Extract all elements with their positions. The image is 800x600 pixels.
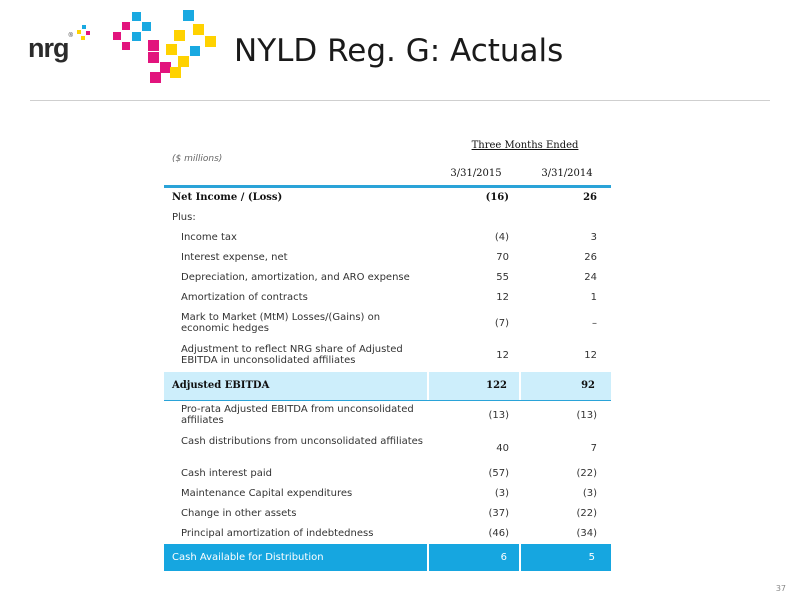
row-value-2015: (3) (494, 488, 509, 499)
row-value-2015: (57) (488, 468, 509, 479)
row-value-2014: 26 (583, 192, 597, 203)
adjusted-ebitda-row (164, 372, 611, 401)
row-label: Adjustment to reflect NRG share of Adjusted EBITDA in unconsolidated affiliates (181, 344, 403, 366)
row-label: Change in other assets (181, 508, 297, 519)
row-value-2014: 5 (588, 552, 595, 563)
row-label: Cash Available for Distribution (172, 552, 324, 563)
column-header-2015: 3/31/2015 (450, 168, 502, 179)
row-value-2015: (4) (494, 232, 509, 243)
units-label: ($ millions) (172, 154, 223, 164)
nrg-logo-text (28, 33, 72, 64)
row-label: Plus: (172, 212, 196, 223)
row-label: Principal amortization of indebtedness (181, 528, 374, 539)
row-value-2015: (46) (488, 528, 509, 539)
row-value-2014: 12 (584, 350, 597, 361)
row-value-2014: 92 (581, 380, 595, 391)
row-value-2014: 26 (584, 252, 597, 263)
row-label: Amortization of contracts (181, 292, 308, 303)
row-label: Mark to Market (MtM) Losses/(Gains) on economic hedges (181, 312, 381, 334)
column-separator (519, 372, 521, 400)
column-separator (427, 372, 429, 400)
row-value-2014: (34) (576, 528, 597, 539)
row-value-2014: 1 (590, 292, 597, 303)
row-value-2015: (7) (494, 318, 509, 329)
row-value-2015: (16) (485, 192, 509, 203)
row-label: Cash distributions from unconsolidated affiliates (181, 436, 424, 447)
row-value-2014: – (592, 318, 597, 329)
page-title: NYLD Reg. G: Actuals (234, 33, 564, 69)
row-value-2014: 24 (584, 272, 597, 283)
row-label: Net Income / (Loss) (172, 192, 283, 203)
row-label: Cash interest paid (181, 468, 272, 479)
row-value-2014: 3 (590, 232, 597, 243)
header-rule (164, 185, 611, 188)
page-number: 37 (775, 584, 786, 593)
row-value-2015: 6 (500, 552, 507, 563)
row-value-2015: 70 (496, 252, 509, 263)
title-divider (30, 100, 770, 101)
logo-trademark: ® (68, 33, 72, 39)
column-separator (427, 544, 429, 571)
row-label: Pro-rata Adjusted EBITDA from unconsolidated affiliates (181, 404, 414, 426)
logo-word: nrg (28, 33, 69, 63)
cafd-row (164, 544, 611, 571)
row-label: Maintenance Capital expenditures (181, 488, 353, 499)
column-header-2014: 3/31/2014 (541, 168, 593, 179)
row-label: Interest expense, net (181, 252, 288, 263)
row-value-2014: (13) (576, 410, 597, 421)
row-value-2014: (22) (576, 468, 597, 479)
row-value-2014: (3) (582, 488, 597, 499)
group-header: Three Months Ended (471, 140, 579, 151)
row-value-2014: (22) (576, 508, 597, 519)
row-value-2015: (37) (488, 508, 509, 519)
row-value-2015: 12 (496, 292, 509, 303)
row-value-2015: 122 (486, 380, 507, 391)
row-label: Adjusted EBITDA (172, 380, 270, 391)
row-label: Depreciation, amortization, and ARO expense (181, 272, 410, 283)
column-separator (519, 544, 521, 571)
row-label: Income tax (181, 232, 237, 243)
row-value-2014: 7 (590, 443, 597, 454)
row-value-2015: 55 (496, 272, 509, 283)
row-value-2015: 40 (496, 443, 509, 454)
row-value-2015: 12 (496, 350, 509, 361)
row-value-2015: (13) (488, 410, 509, 421)
